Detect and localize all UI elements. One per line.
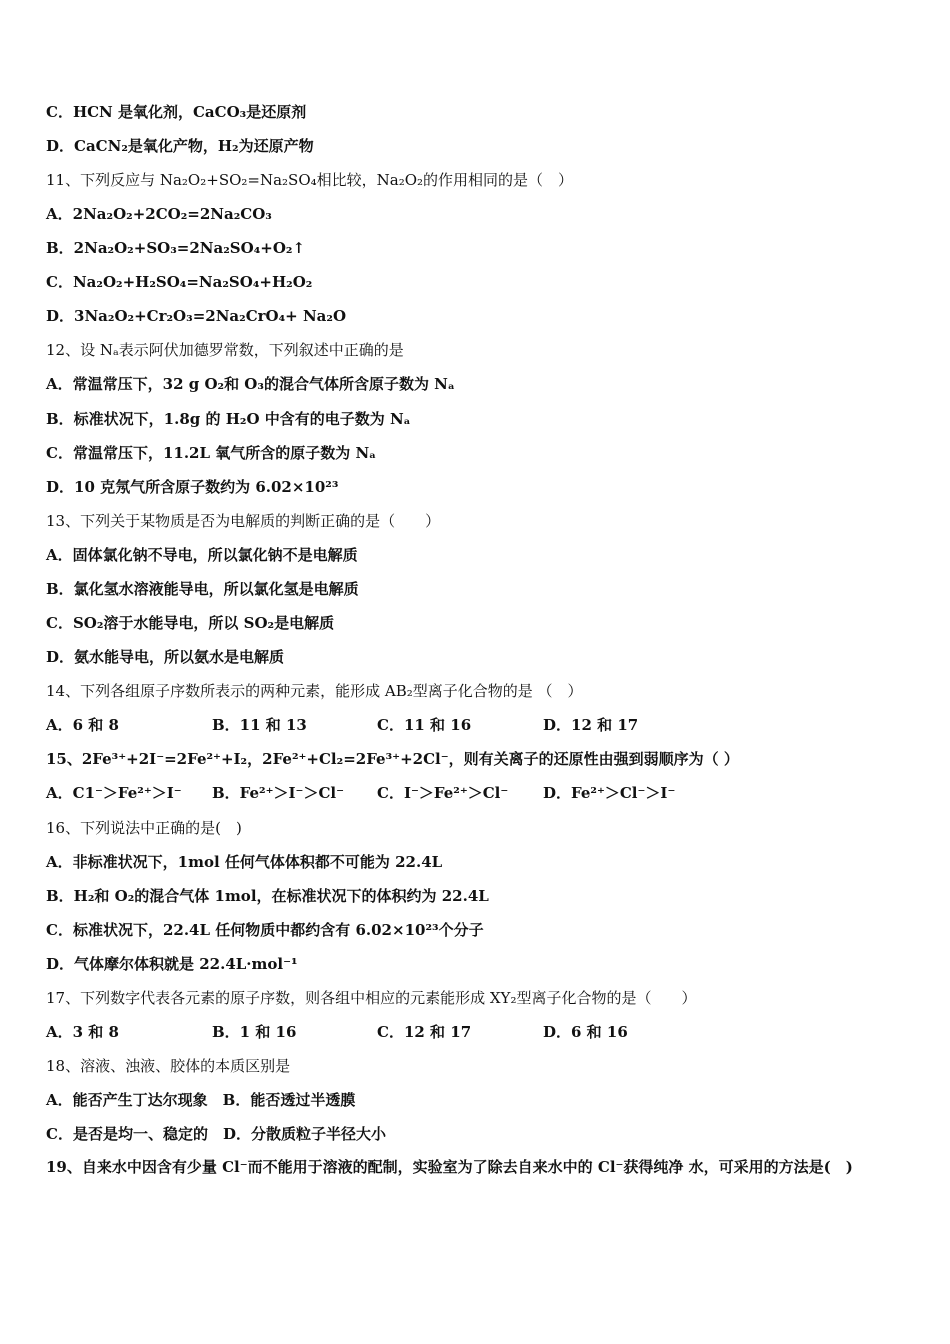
q17-option-c: C．12 和 17 [377,1023,472,1041]
q14-option-d: D．12 和 17 [543,716,639,734]
q18-options-cd: C．是否是均一、稳定的 D．分散质粒子半径大小 [46,1125,386,1143]
q17-option-d: D．6 和 16 [543,1023,628,1041]
q14-option-b: B．11 和 13 [212,716,307,734]
q16-option-d: D．气体摩尔体积就是 22.4L·mol⁻¹ [46,955,298,973]
q10-option-d: D．CaCN₂是氧化产物，H₂为还原产物 [46,137,314,155]
q12-stem: 12、设 Nₐ表示阿伏加德罗常数，下列叙述中正确的是 [46,341,404,359]
q16-option-b: B．H₂和 O₂的混合气体 1mol，在标准状况下的体积约为 22.4L [46,887,489,905]
q16-stem: 16、下列说法中正确的是( ) [46,819,242,837]
q15-stem: 15、2Fe³⁺+2I⁻=2Fe²⁺+I₂，2Fe²⁺+Cl₂=2Fe³⁺+2Cl⁻，则有关离子的还原性由强到弱顺序为（ ） [46,750,739,768]
q16-option-c: C．标准状况下，22.4L 任何物质中都约含有 6.02×10²³个分子 [46,921,484,939]
q12-option-b: B．标准状况下，1.8g 的 H₂O 中含有的电子数为 Nₐ [46,410,411,428]
q12-option-c: C．常温常压下，11.2L 氧气所含的原子数为 Nₐ [46,444,377,462]
q17-option-b: B．1 和 16 [212,1023,297,1041]
q14-option-c: C．11 和 16 [377,716,472,734]
q17-stem: 17、下列数字代表各元素的原子序数，则各组中相应的元素能形成 XY₂型离子化合物的是（ ） [46,989,697,1007]
q11-option-c: C．Na₂O₂+H₂SO₄=Na₂SO₄+H₂O₂ [46,273,313,291]
q11-option-d: D．3Na₂O₂+Cr₂O₃=2Na₂CrO₄+ Na₂O [46,307,347,325]
q13-option-b: B．氯化氢水溶液能导电，所以氯化氢是电解质 [46,580,359,598]
q15-option-c: C．I⁻＞Fe²⁺＞Cl⁻ [377,784,509,802]
q12-option-d: D．10 克氖气所含原子数约为 6.02×10²³ [46,478,339,496]
q19-stem: 19、自来水中因含有少量 Cl⁻而不能用于溶液的配制，实验室为了除去自来水中的 Cl⁻获得纯净 水，可采用的方法是( ) [46,1158,853,1176]
q14-stem: 14、下列各组原子序数所表示的两种元素，能形成 AB₂型离子化合物的是 （ ） [46,682,583,700]
q15-option-d: D．Fe²⁺＞Cl⁻＞I⁻ [543,784,676,802]
q11-option-b: B．2Na₂O₂+SO₃=2Na₂SO₄+O₂↑ [46,239,306,257]
q13-option-c: C．SO₂溶于水能导电，所以 SO₂是电解质 [46,614,335,632]
q15-option-a: A．C1⁻＞Fe²⁺＞I⁻ [46,784,182,802]
q11-stem: 11、下列反应与 Na₂O₂+SO₂=Na₂SO₄相比较，Na₂O₂的作用相同的是（ ） [46,171,574,189]
q18-stem: 18、溶液、浊液、胶体的本质区别是 [46,1057,291,1075]
q14-option-a: A．6 和 8 [46,716,119,734]
q17-option-a: A．3 和 8 [46,1023,119,1041]
q13-stem: 13、下列关于某物质是否为电解质的判断正确的是（ ） [46,512,441,530]
q16-option-a: A．非标准状况下，1mol 任何气体体积都不可能为 22.4L [46,853,443,871]
q18-options-ab: A．能否产生丁达尔现象 B．能否透过半透膜 [46,1091,356,1109]
q15-option-b: B．Fe²⁺＞I⁻＞Cl⁻ [212,784,345,802]
q10-option-c: C．HCN 是氧化剂，CaCO₃是还原剂 [46,103,307,121]
q12-option-a: A．常温常压下，32 g O₂和 O₃的混合气体所含原子数为 Nₐ [46,375,455,393]
q13-option-a: A．固体氯化钠不导电，所以氯化钠不是电解质 [46,546,358,564]
q13-option-d: D．氨水能导电，所以氨水是电解质 [46,648,285,666]
q11-option-a: A．2Na₂O₂+2CO₂=2Na₂CO₃ [46,205,272,223]
